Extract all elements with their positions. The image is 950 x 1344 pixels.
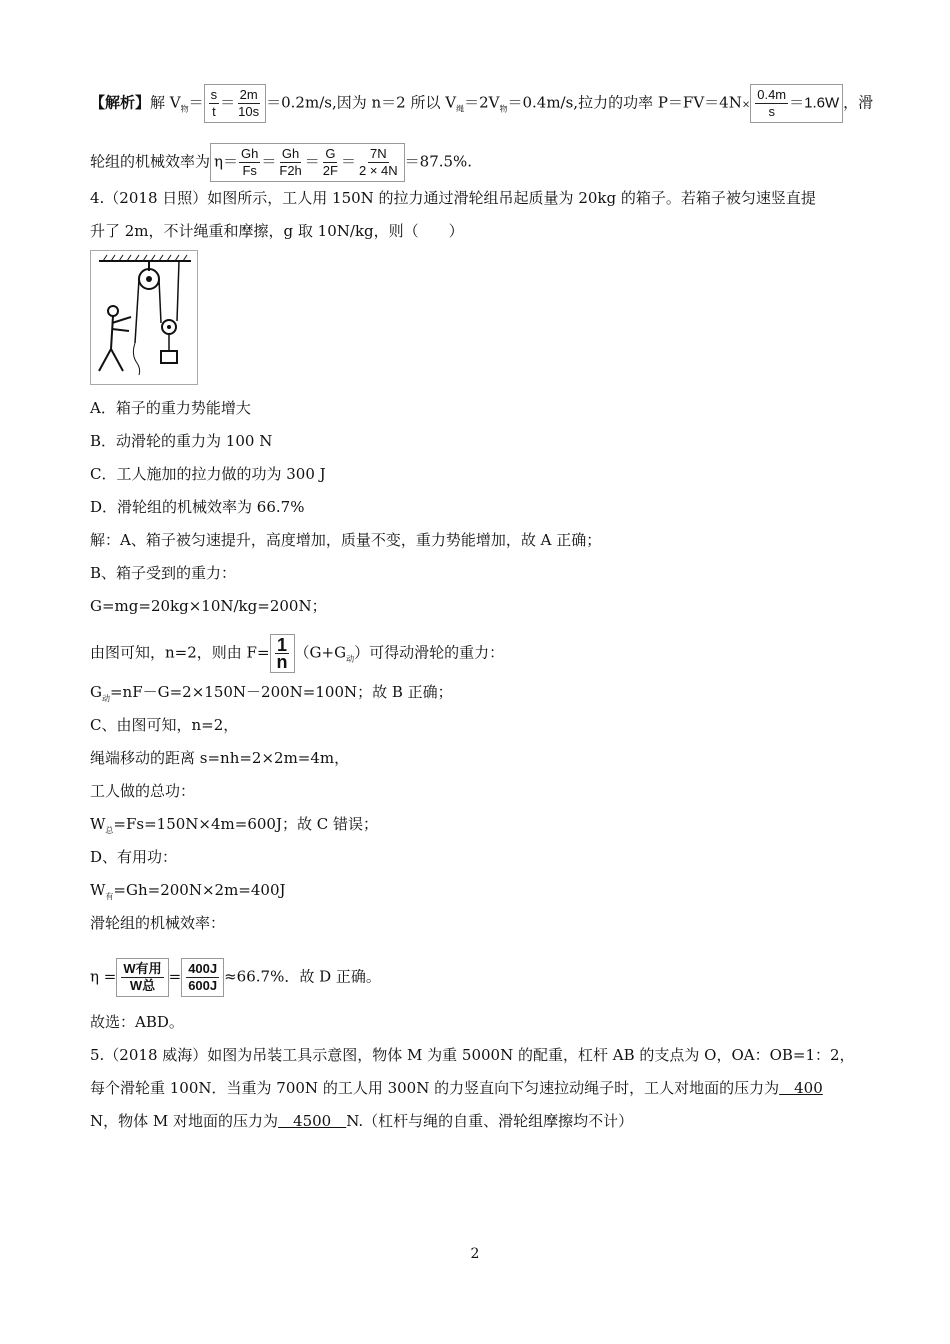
power-formula-box: $\frac{0.4m}{s}$ ＝1.6W xyxy=(750,84,843,123)
q5-line-3: N，物体 M 对地面的压力为 4500 N.（杠杆与绳的自重、滑轮组摩擦均不计） xyxy=(90,1112,634,1130)
q4-answer: 故选：ABD。 xyxy=(90,1013,184,1031)
q4-solution-line-7: 绳端移动的距离 s=nh=2×2m=4m， xyxy=(90,749,350,767)
q5-blank-1: 400 xyxy=(779,1079,823,1097)
velocity-formula-box: $\frac{s}{t}$ ＝ $\frac{2m}{10s}$ xyxy=(204,84,266,123)
q4-solution-line-3: G=mg=20kg×10N/kg=200N； xyxy=(90,597,327,615)
q4-solution-line-9: $W_总=Fs=150N\times 4m=600J$；故 C 错误； xyxy=(90,815,378,835)
analysis-line-1: 【解析】解 $V_物=$ $\frac{s}{t}$ ＝ $\frac{2m}{10s}$ ＝0.2m/s,因为 n＝2 所以 $V_绳=2V_物=0.4m/s$,拉力的功率 P＝FV＝4N× $\frac{0.4m}{s}$ ＝1.6W ，滑 xyxy=(90,84,873,123)
q4-solution-line-13: η = $\frac{\text{W有用}}{\text{W总}}$ = $\frac{400J}{600J}$ ≈66.7%．故 D 正确。 xyxy=(90,958,381,997)
q4-solution-line-11: $W_有=Gh=200N\times 2m=400J$ xyxy=(90,881,286,901)
analysis-line-2: 轮组的机械效率为 η＝ $\frac{Gh}{Fs}$ ＝ $\frac{Gh}{F2h}$ ＝ $\frac{G}{2F}$ ＝ $\frac{7N}{2 \times 4N}$ ＝87.5%. xyxy=(90,143,472,182)
efficiency-formula-box: η＝ $\frac{Gh}{Fs}$ ＝ $\frac{Gh}{F2h}$ ＝ $\frac{G}{2F}$ ＝ $\frac{7N}{2 \times 4N}$ xyxy=(210,143,405,182)
q4-option-a: A．箱子的重力势能增大 xyxy=(90,399,251,417)
q4-solution-line-8: 工人做的总功： xyxy=(90,782,196,800)
q4-solution-line-1: 解：A、箱子被匀速提升，高度增加，质量不变，重力势能增加，故 A 正确； xyxy=(90,531,602,549)
pulley-worker-illustration xyxy=(91,251,197,384)
analysis-label: 【解析】 xyxy=(90,93,151,112)
pulley-figure xyxy=(90,250,198,385)
q4-stem-line-1: 4.（2018 日照）如图所示，工人用 150N 的拉力通过滑轮组吊起质量为 20kg 的箱子。若箱子被匀速竖直提 xyxy=(90,189,816,207)
q4-solution-line-5: $G_动=nF-G=2\times 150N-200N=100N$；故 B 正确； xyxy=(90,683,453,703)
q5-line-1: 5.（2018 威海）如图为吊装工具示意图，物体 M 为重 5000N 的配重，杠杆 AB 的支点为 O，OA：OB=1：2， xyxy=(90,1046,855,1064)
q5-line-2: 每个滑轮重 100N．当重为 700N 的工人用 300N 的力竖直向下匀速拉动绳子时，工人对地面的压力为 400 xyxy=(90,1079,823,1097)
q4-option-c: C．工人施加的拉力做的功为 300 J xyxy=(90,465,326,483)
q4-option-b: B．动滑轮的重力为 100 N xyxy=(90,432,273,450)
efficiency-values-box: $\frac{400J}{600J}$ xyxy=(181,958,224,997)
q4-solution-line-4: 由图可知，n=2，则由 F= $\frac{1}{n}$ $(G+G_动)$可得动滑轮的重力： xyxy=(90,635,505,672)
q4-stem-line-2: 升了 2m，不计绳重和摩擦，g 取 10N/kg，则（ ） xyxy=(90,222,464,240)
q5-blank-2: 4500 xyxy=(278,1112,347,1130)
q4-solution-line-12: 滑轮组的机械效率： xyxy=(90,914,226,932)
q4-solution-line-2: B、箱子受到的重力： xyxy=(90,564,237,582)
one-over-n-box: $\frac{1}{n}$ xyxy=(270,634,295,673)
q4-solution-line-10: D、有用功： xyxy=(90,848,178,866)
q4-option-d: D．滑轮组的机械效率为 66.7% xyxy=(90,498,305,516)
efficiency-ratio-box: $\frac{\text{W有用}}{\text{W总}}$ xyxy=(116,958,168,997)
q4-solution-line-6: C、由图可知，n=2， xyxy=(90,716,239,734)
page-number: 2 xyxy=(470,1246,480,1262)
